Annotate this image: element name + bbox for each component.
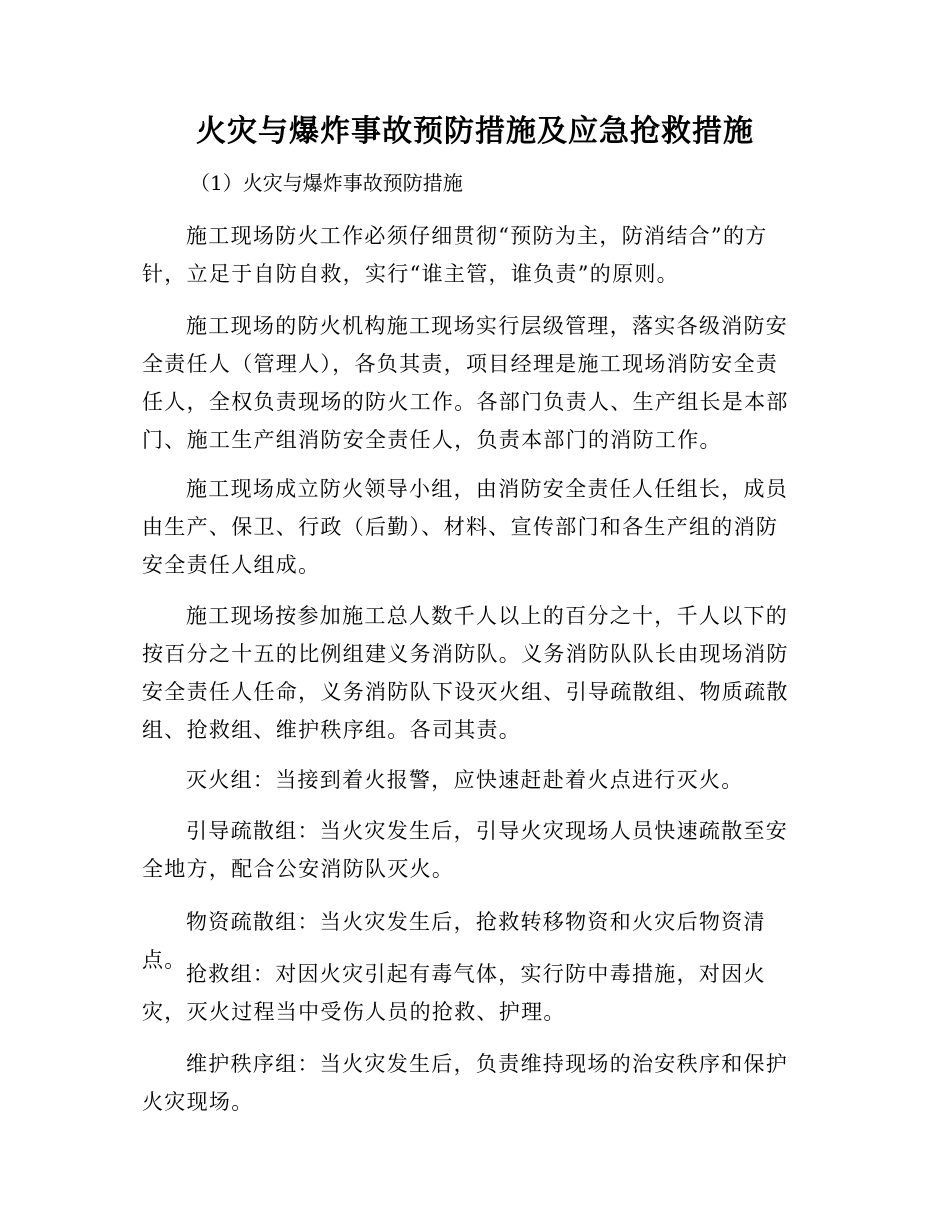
document-title: 火灾与爆炸事故预防措施及应急抢救措施 — [196, 114, 754, 149]
paragraph-volunteer-team: 施工现场按参加施工总人数千人以上的百分之十，千人以下的按百分之十五的比例组建义务消防队。义务消防队队长由现场消防安全责任人任命，义务消防队下设灭火组、引导疏散组、物质疏散组、抢救组、维护秩序组。各司其责。 — [142, 604, 789, 742]
paragraph-policy: 施工现场防火工作必须仔细贯彻“预防为主，防消结合”的方针，立足于自防自救，实行“谁主管，谁负责”的原则。 — [142, 224, 768, 286]
section-heading: （1）火灾与爆炸事故预防措施 — [190, 171, 463, 195]
paragraph-order-group: 维护秩序组：当火灾发生后，负责维持现场的治安秩序和保护火灾现场。 — [142, 1052, 789, 1114]
paragraph-evacuation-group: 引导疏散组：当火灾发生后，引导火灾现场人员快速疏散至安全地方，配合公安消防队灭火。 — [142, 819, 789, 881]
paragraph-materials-group: 物资疏散组：当火灾发生后，抢救转移物资和火灾后物资清点。 — [142, 910, 766, 972]
paragraph-leadership-group: 施工现场成立防火领导小组，由消防安全责任人任组长，成员由生产、保卫、行政（后勤）、材料、宣传部门和各生产组的消防安全责任人组成。 — [142, 477, 789, 577]
paragraph-firefighting-group: 灭火组：当接到着火报警，应快速赶赴着火点进行灭火。 — [186, 768, 744, 792]
paragraph-rescue-group: 抢救组：对因火灾引起有毒气体，实行防中毒措施，对因火灾，灭火过程当中受伤人员的抢救、护理。 — [142, 962, 766, 1024]
paragraph-organization: 施工现场的防火机构施工现场实行层级管理，落实各级消防安全责任人（管理人），各负其责，项目经理是施工现场消防安全责任人，全权负责现场的防火工作。各部门负责人、生产组长是本部门、施工生产组消防安全责任人，负责本部门的消防工作。 — [142, 314, 789, 452]
